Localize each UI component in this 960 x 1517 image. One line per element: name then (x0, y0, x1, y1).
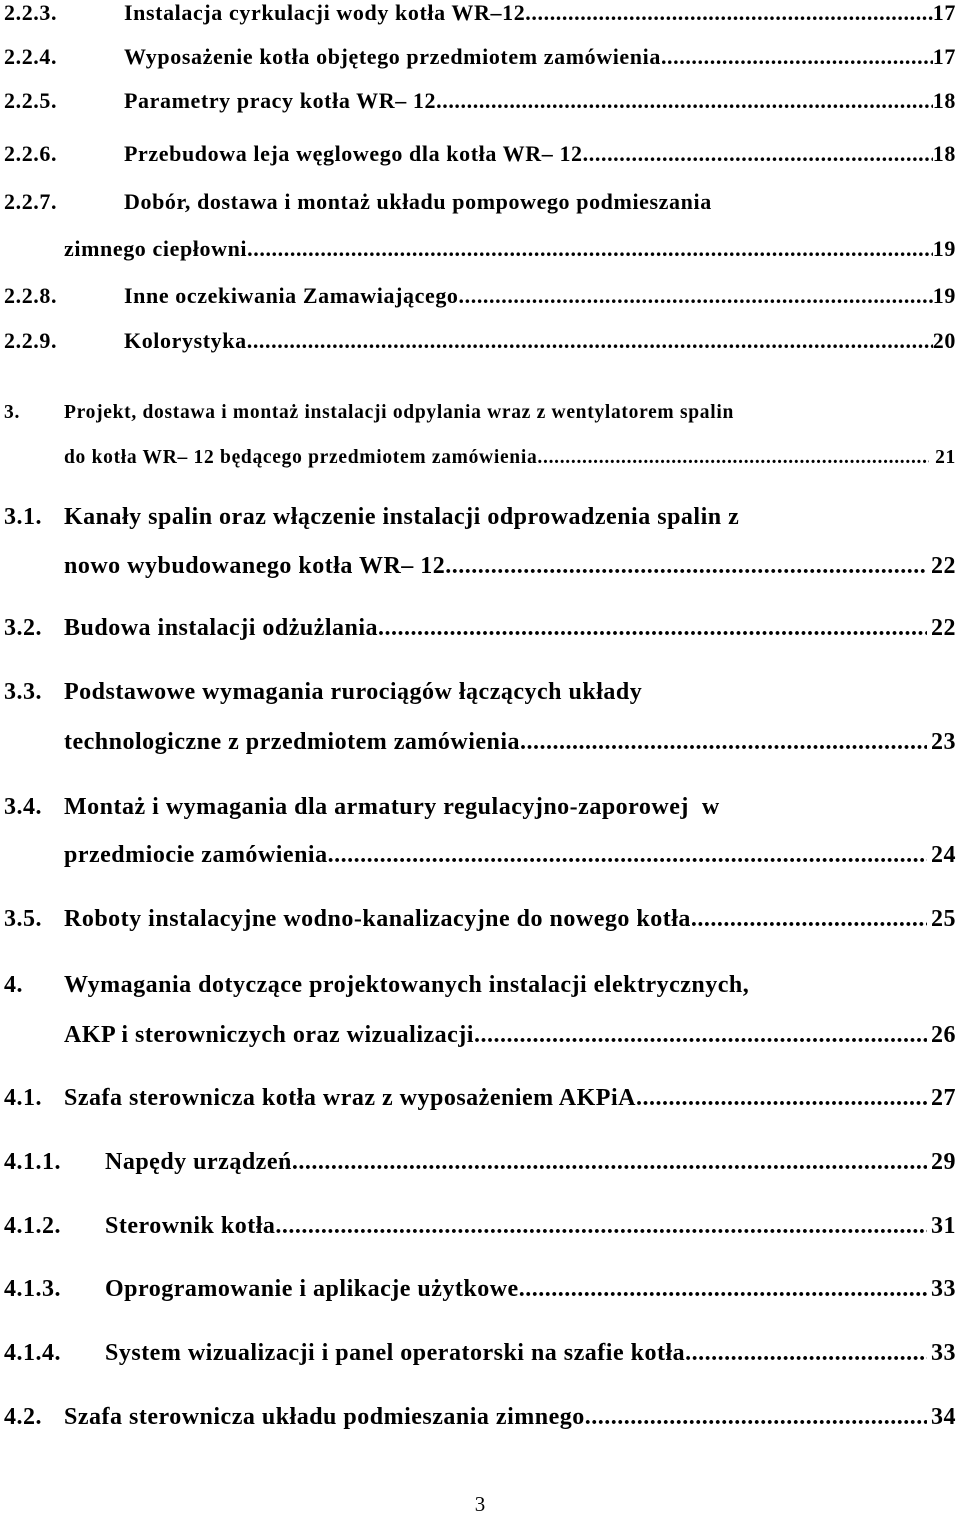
toc-entry[interactable] (4, 1149, 956, 1176)
toc-entry-title-continuation: przedmiocie zamówienia. (64, 842, 335, 868)
toc-entry-title-continuation: zimnego ciepłowni (64, 236, 248, 261)
toc-entry-page: 21 (935, 447, 956, 468)
toc-entry-number: 4. (4, 972, 23, 998)
toc-entry[interactable] (4, 794, 720, 821)
toc-entry-title: Oprogramowanie i aplikacje użytkowe (105, 1276, 519, 1302)
toc-entry-title: Budowa instalacji odżużlania. (64, 615, 385, 641)
toc-entry[interactable] (4, 906, 956, 933)
toc-entry[interactable] (4, 504, 739, 531)
toc-entry-number: 3.3. (4, 679, 42, 705)
toc-entry[interactable] (4, 328, 956, 354)
toc-entry-page: 19 (932, 283, 956, 308)
toc-entry-number: 2.2.7. (4, 189, 58, 214)
toc-leader-dots (292, 1149, 927, 1176)
toc-entry[interactable] (4, 189, 712, 215)
toc-leader-dots (525, 0, 933, 26)
toc-entry-continuation[interactable] (64, 236, 956, 262)
toc-entry[interactable] (4, 679, 642, 706)
toc-entry-number: 4.1.4. (4, 1340, 61, 1366)
toc-entry[interactable] (4, 141, 956, 167)
toc-leader-dots (661, 44, 933, 70)
toc-leader-dots (385, 615, 927, 642)
toc-leader-dots (445, 553, 927, 580)
toc-leader-dots (589, 141, 933, 167)
toc-entry-number: 2.2.4. (4, 44, 58, 69)
toc-entry-page: 19 (932, 236, 956, 261)
page-number: 3 (474, 1492, 486, 1516)
toc-entry-number: 4.1.1. (4, 1149, 61, 1175)
toc-entry[interactable] (4, 88, 956, 114)
toc-entry-continuation[interactable] (64, 553, 956, 580)
toc-entry-number: 2.2.9. (4, 328, 58, 353)
toc-entry-title: Podstawowe wymagania rurociągów łączących układy (64, 679, 643, 705)
toc-entry[interactable] (4, 972, 749, 999)
toc-entry-title: Roboty instalacyjne wodno-kanalizacyjne do nowego kotła. (64, 906, 698, 932)
toc-entry-title: Montaż i wymagania dla armatury regulacyjno-zaporowej w (64, 794, 720, 820)
toc-entry-page: 22 (931, 615, 956, 641)
toc-entry-title: System wizualizacji i panel operatorski na szafie kotła (105, 1340, 686, 1366)
toc-entry[interactable] (4, 1276, 956, 1303)
toc-entry[interactable] (4, 615, 956, 642)
toc-entry-page: 33 (931, 1340, 956, 1366)
toc-entry-page: 29 (931, 1149, 956, 1175)
toc-entry[interactable] (4, 1340, 956, 1367)
toc-leader-dots (527, 729, 927, 756)
toc-entry-number: 4.2. (4, 1404, 42, 1430)
toc-leader-dots (275, 1213, 927, 1240)
toc-entry-number: 3.2. (4, 615, 42, 641)
toc-entry-number: 4.1. (4, 1085, 42, 1111)
toc-entry[interactable] (4, 0, 956, 26)
toc-entry-title: Szafa sterownicza kotła wraz z wyposażeniem AKPiA (64, 1085, 636, 1111)
toc-entry-number: 2.2.3. (4, 0, 58, 25)
toc-entry-title: Kolorystyka (124, 328, 247, 353)
toc-entry-page: 17 (932, 44, 956, 69)
toc-entry-number: 3.1. (4, 504, 42, 530)
toc-entry-title: Dobór, dostawa i montaż układu pompowego podmieszania (124, 189, 712, 214)
toc-leader-dots (474, 1022, 927, 1049)
toc-entry-page: 22 (931, 553, 956, 579)
toc-entry-page: 34 (931, 1404, 956, 1430)
toc-entry-number: 2.2.5. (4, 88, 58, 113)
toc-entry-number: 4.1.2. (4, 1213, 61, 1239)
toc-entry[interactable] (4, 1213, 956, 1240)
toc-entry-continuation[interactable] (64, 447, 956, 469)
toc-leader-dots (519, 1276, 927, 1303)
toc-entry-continuation[interactable] (64, 729, 956, 756)
toc-entry-title: Projekt, dostawa i montaż instalacji odpylania wraz z wentylatorem spalin (64, 402, 735, 423)
toc-leader-dots (537, 447, 929, 469)
toc-entry[interactable] (4, 1404, 956, 1431)
toc-entry-title: Wyposażenie kotła objętego przedmiotem zamówienia (124, 44, 661, 69)
toc-entry-page: 27 (931, 1085, 956, 1111)
toc-entry[interactable] (4, 44, 956, 70)
toc-entry-title: Sterownik kotła (105, 1213, 276, 1239)
toc-leader-dots (697, 906, 927, 933)
toc-leader-dots (585, 1404, 927, 1431)
toc-entry-title-continuation: nowo wybudowanego kotła WR– 12 (64, 553, 446, 579)
toc-entry-page: 23 (931, 729, 956, 755)
toc-leader-dots (459, 283, 933, 309)
toc-entry[interactable] (4, 402, 734, 424)
toc-entry-number: 4.1.3. (4, 1276, 61, 1302)
toc-entry-title-continuation: do kotła WR– 12 będącego przedmiotem zamówienia (64, 447, 538, 468)
toc-entry-page: 18 (932, 88, 956, 113)
toc-entry-title-continuation: AKP i sterowniczych oraz wizualizacji (64, 1022, 474, 1048)
toc-entry-title: Instalacja cyrkulacji wody kotła WR–12 (124, 0, 526, 25)
toc-leader-dots (442, 88, 933, 114)
toc-leader-dots (685, 1340, 927, 1367)
toc-entry-continuation[interactable] (64, 842, 956, 869)
toc-leader-dots (636, 1085, 927, 1112)
toc-entry-page: 26 (931, 1022, 956, 1048)
toc-leader-dots (247, 236, 933, 262)
toc-entry-title: Parametry pracy kotła WR– 12. (124, 88, 443, 113)
toc-entry-page: 20 (932, 328, 956, 353)
toc-entry-title: Przebudowa leja węglowego dla kotła WR– 12. (124, 141, 589, 166)
toc-entry-continuation[interactable] (64, 1022, 956, 1049)
toc-entry-title: Szafa sterownicza układu podmieszania zimnego (64, 1404, 585, 1430)
toc-entry-page: 18 (932, 141, 956, 166)
toc-entry-page: 33 (931, 1276, 956, 1302)
toc-entry-number: 3.4. (4, 794, 42, 820)
toc-entry-title: Inne oczekiwania Zamawiającego (124, 283, 459, 308)
toc-entry-page: 25 (931, 906, 956, 932)
toc-entry-number: 3.5. (4, 906, 42, 932)
toc-entry-number: 2.2.6. (4, 141, 58, 166)
toc-entry-page: 31 (931, 1213, 956, 1239)
toc-entry-page: 17 (932, 0, 956, 25)
toc-entry-page: 24 (931, 842, 956, 868)
toc-entry-title: Wymagania dotyczące projektowanych instalacji elektrycznych, (64, 972, 750, 998)
toc-leader-dots (334, 842, 927, 869)
toc-entry-title: Kanały spalin oraz włączenie instalacji odprowadzenia spalin z (64, 504, 740, 530)
toc-entry-number: 3. (4, 402, 21, 423)
toc-entry-title: Napędy urządzeń (105, 1149, 292, 1175)
toc-entry-number: 2.2.8. (4, 283, 58, 308)
toc-leader-dots (247, 328, 933, 354)
toc-entry[interactable] (4, 283, 956, 309)
toc-entry[interactable] (4, 1085, 956, 1112)
toc-entry-title-continuation: technologiczne z przedmiotem zamówienia. (64, 729, 527, 755)
